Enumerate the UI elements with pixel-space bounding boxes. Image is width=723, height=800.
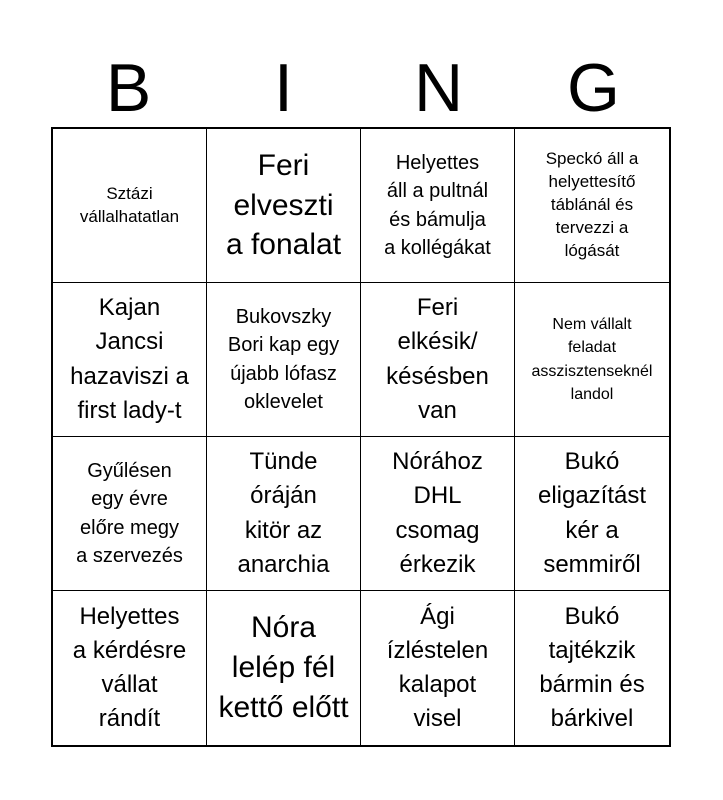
bingo-cell-r1c2[interactable]: Feri elveszti a fonalat [207,129,361,283]
bingo-cell-r2c3[interactable]: Feri elkésik/ késésben van [361,283,515,437]
bingo-cell-r4c4[interactable]: Bukó tajtékzik bármin és bárkivel [539,602,645,733]
bingo-cell-r1c4[interactable]: Speckó áll a helyettesítő táblánál és tervezzi a lógását [515,129,669,283]
bingo-cell-r2c1[interactable]: Kajan Jancsi hazaviszi a first lady-t [53,283,207,437]
header-letter-g: G [567,50,620,126]
bingo-cell-r2c4[interactable]: Nem vállalt feladat asszisztenseknél landol [515,283,669,437]
header-letter-b: B [105,50,152,126]
bingo-cell-r4c1[interactable]: Helyettes a kérdésre vállat rándít [53,591,207,745]
bingo-cell-r3c3[interactable]: Nórához DHL csomag érkezik [361,437,515,591]
bingo-cell-r4c3[interactable]: Ági ízléstelen kalapot visel [361,591,515,745]
bingo-cell-r3c2[interactable]: Tünde óráján kitör az anarchia [207,437,361,591]
header-letter-n: N [413,50,464,126]
bingo-cell-r1c1[interactable]: Sztázi vállalhatatlan [53,129,207,283]
bingo-cell-r4c2[interactable]: Nóra lelép fél kettő előtt [207,591,361,745]
bingo-cell-r1c3[interactable]: Helyettes áll a pultnál és bámulja a kollégákat [361,129,515,283]
header-letter-i: I [274,50,293,126]
bingo-cell-r3c1[interactable]: Gyűlésen egy évre előre megy a szervezés [53,437,207,591]
bingo-header [51,48,671,128]
bingo-cell-r3c4[interactable]: Bukó eligazítást kér a semmiről [515,437,669,591]
bingo-board [51,127,671,747]
bingo-cell-r2c2[interactable]: Bukovszky Bori kap egy újabb lófasz oklevelet [207,283,361,437]
